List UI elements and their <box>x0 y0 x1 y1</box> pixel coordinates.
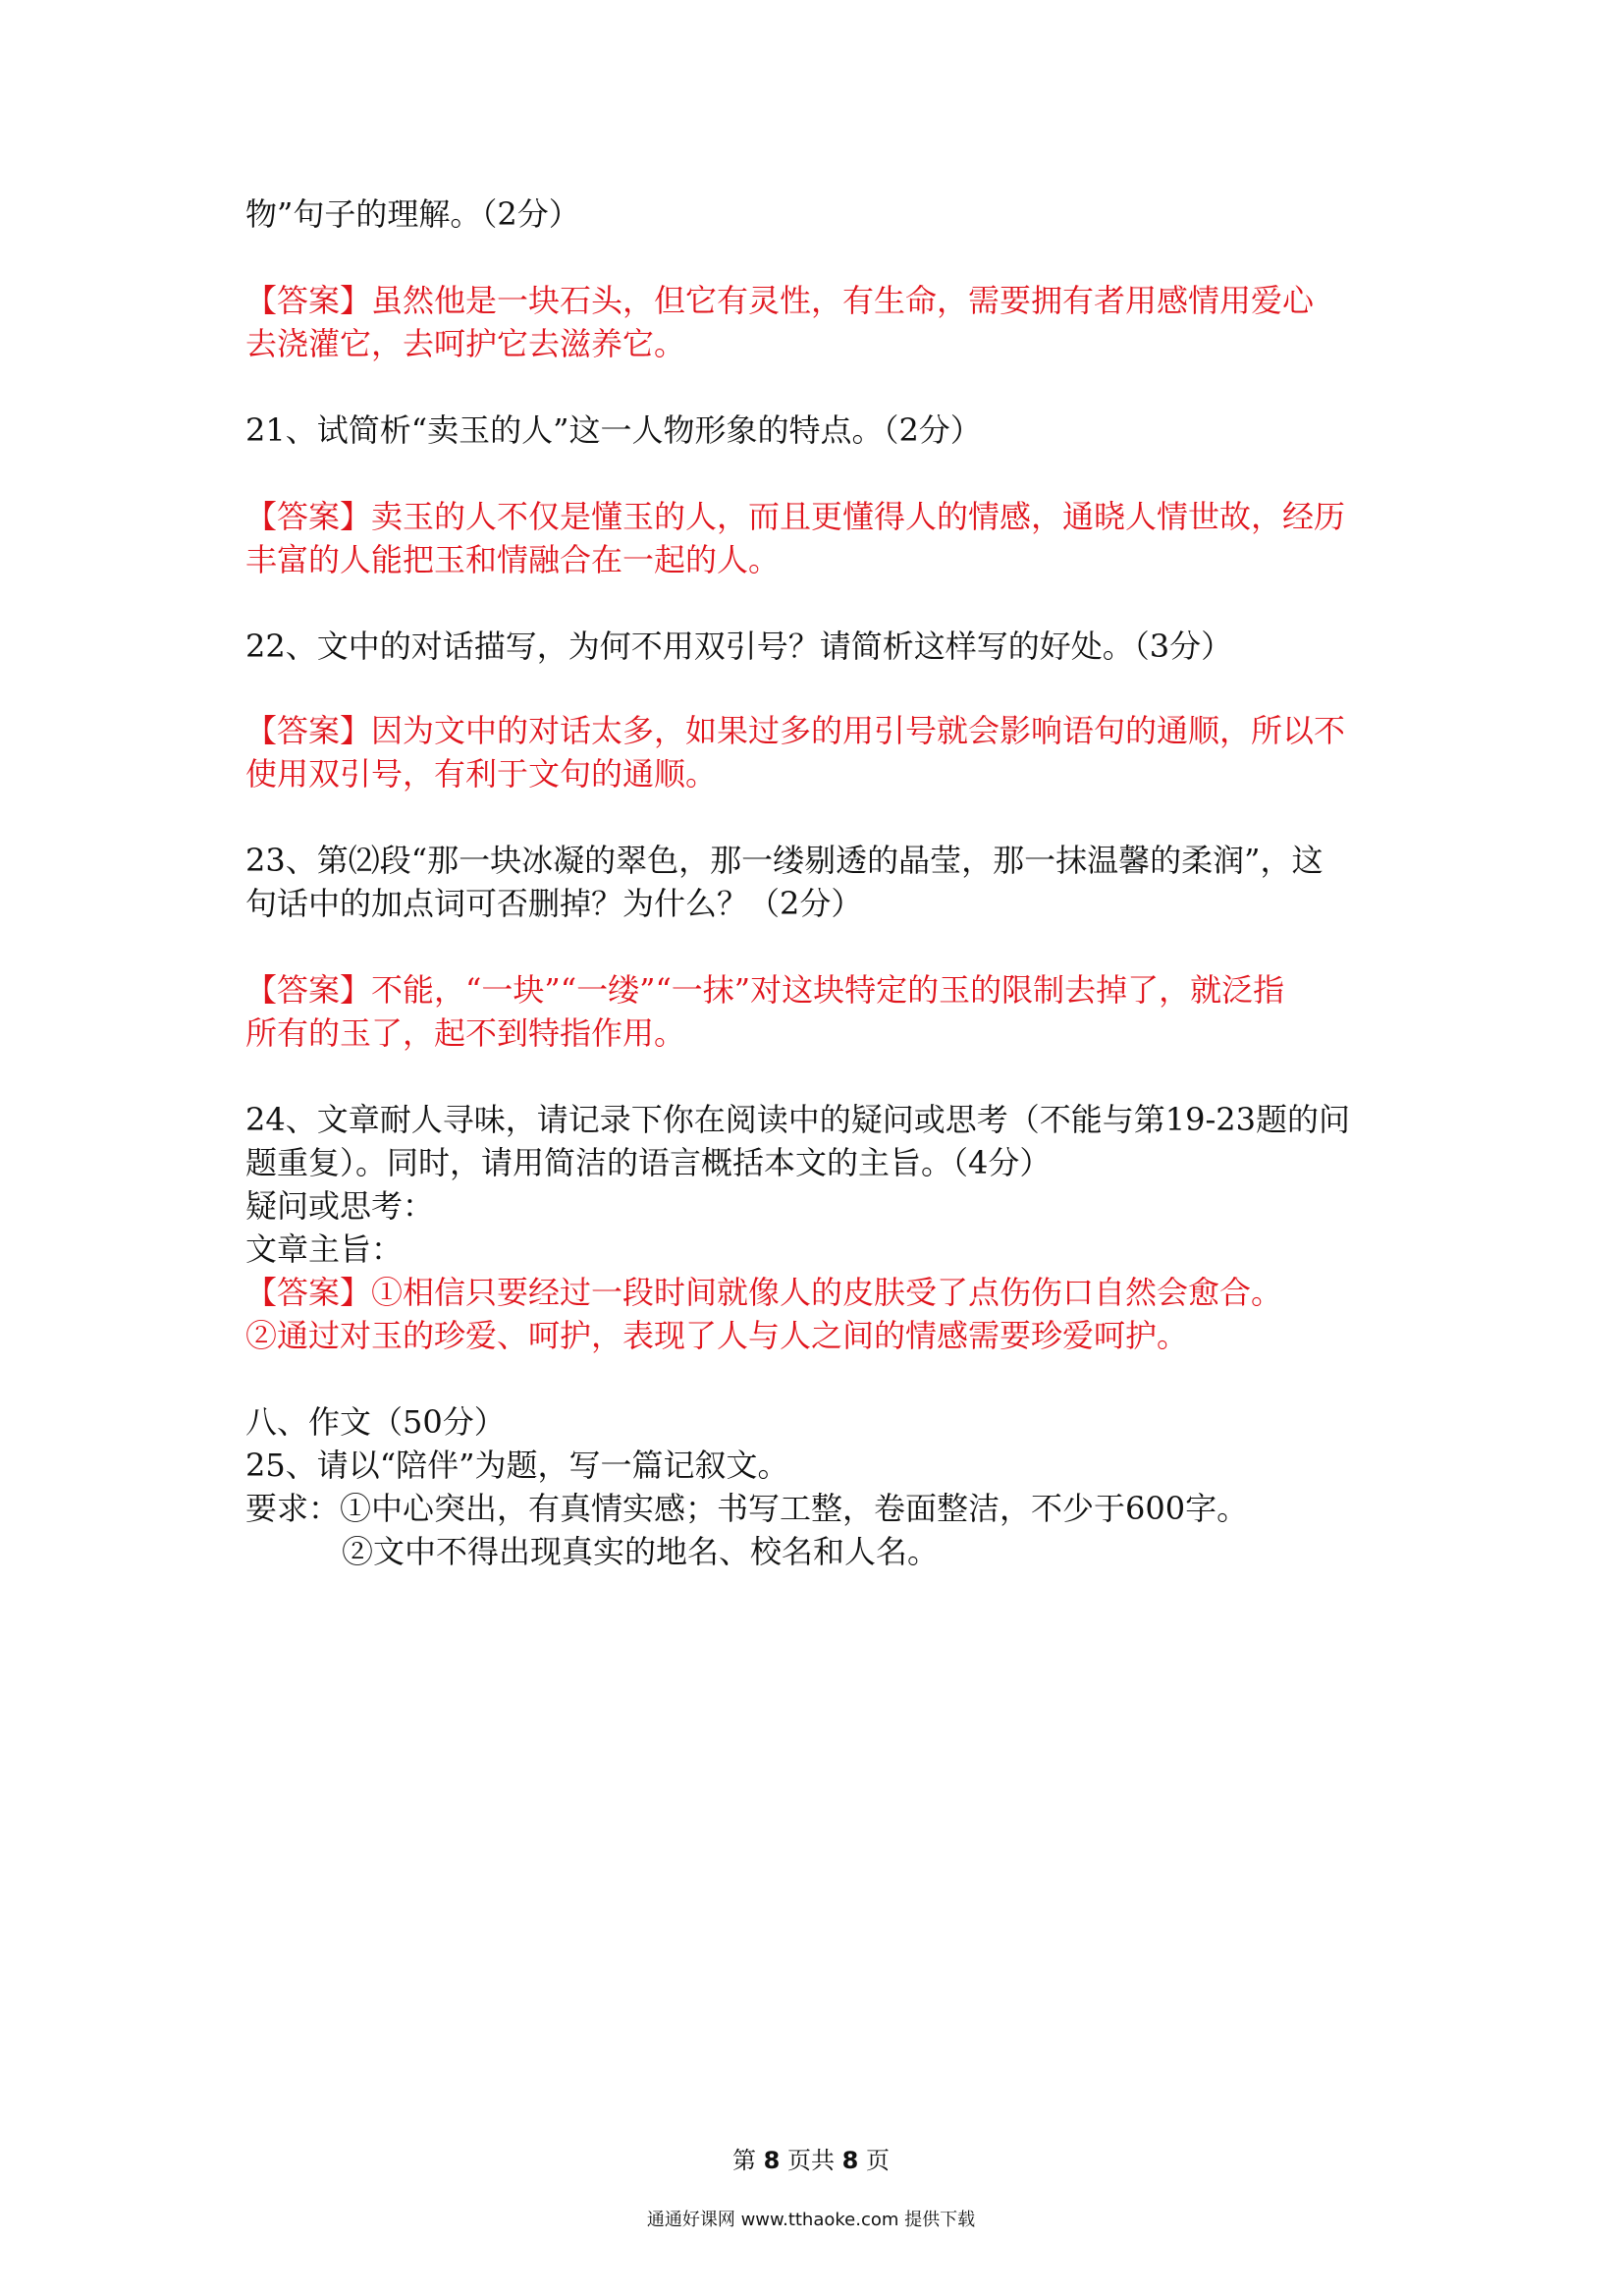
answer-21-line-2: 丰富的人能把玉和情融合在一起的人。 <box>245 541 781 578</box>
answer-23-line-2: 所有的玉了，起不到特指作用。 <box>245 1014 686 1052</box>
question-24-line-2: 题重复）。同时，请用简洁的语言概括本文的主旨。（4分） <box>245 1144 1052 1181</box>
question-25: 25、请以“陪伴”为题，写一篇记叙文。 <box>245 1447 789 1484</box>
question-24-line-1: 24、文章耐人寻味，请记录下你在阅读中的疑问或思考（不能与第19-23题的问 <box>245 1101 1350 1138</box>
answer-24-line-2: ②通过对玉的珍爱、呵护，表现了人与人之间的情感需要珍爱呵护。 <box>245 1317 1189 1354</box>
answer-20-line-1: 【答案】虽然他是一块石头，但它有灵性，有生命，需要拥有者用感情用爱心 <box>245 282 1315 319</box>
question-24-theme-label: 文章主旨： <box>245 1230 404 1268</box>
page-suffix: 页 <box>865 2147 890 2174</box>
section-8-heading: 八、作文（50分） <box>245 1403 506 1441</box>
site-credit: 通通好课网 www.tthaoke.com 提供下载 <box>646 2210 976 2230</box>
question-24-doubt-label: 疑问或思考： <box>245 1187 435 1225</box>
page-middle: 页共 <box>787 2147 835 2174</box>
answer-22-line-2: 使用双引号，有利于文句的通顺。 <box>245 755 718 793</box>
page-prefix: 第 <box>732 2147 757 2174</box>
requirement-line-1: 要求：①中心突出，有真情实感；书写工整，卷面整洁，不少于600字。 <box>245 1490 1249 1527</box>
requirement-line-2: ②文中不得出现真实的地名、校名和人名。 <box>342 1533 940 1570</box>
question-22: 22、文中的对话描写，为何不用双引号？请简析这样写的好处。（3分） <box>245 628 1233 665</box>
answer-21-line-1: 【答案】卖玉的人不仅是懂玉的人，而且更懂得人的情感，通晓人情世故，经历 <box>245 498 1346 535</box>
page-number <box>0 2141 1622 2175</box>
question-21: 21、试简析“卖玉的人”这一人物形象的特点。（2分） <box>245 411 982 449</box>
answer-24-line-1: 【答案】①相信只要经过一段时间就像人的皮肤受了点伤伤口自然会愈合。 <box>245 1274 1283 1311</box>
answer-20-line-2: 去浇灌它，去呵护它去滋养它。 <box>245 325 686 362</box>
page-total: 8 <box>841 2147 859 2174</box>
question-20-tail: 物”句子的理解。（2分） <box>245 195 580 233</box>
question-23-line-2: 句话中的加点词可否删掉？为什么？（2分） <box>245 885 863 922</box>
page-current: 8 <box>763 2147 781 2174</box>
answer-23-line-1: 【答案】不能，“一块”“一缕”“一抹”对这块特定的玉的限制去掉了，就泛指 <box>245 971 1285 1009</box>
answer-22-line-1: 【答案】因为文中的对话太多，如果过多的用引号就会影响语句的通顺，所以不 <box>245 712 1346 749</box>
question-23-line-1: 23、第⑵段“那一块冰凝的翠色，那一缕剔透的晶莹，那一抹温馨的柔润”，这 <box>245 842 1324 879</box>
